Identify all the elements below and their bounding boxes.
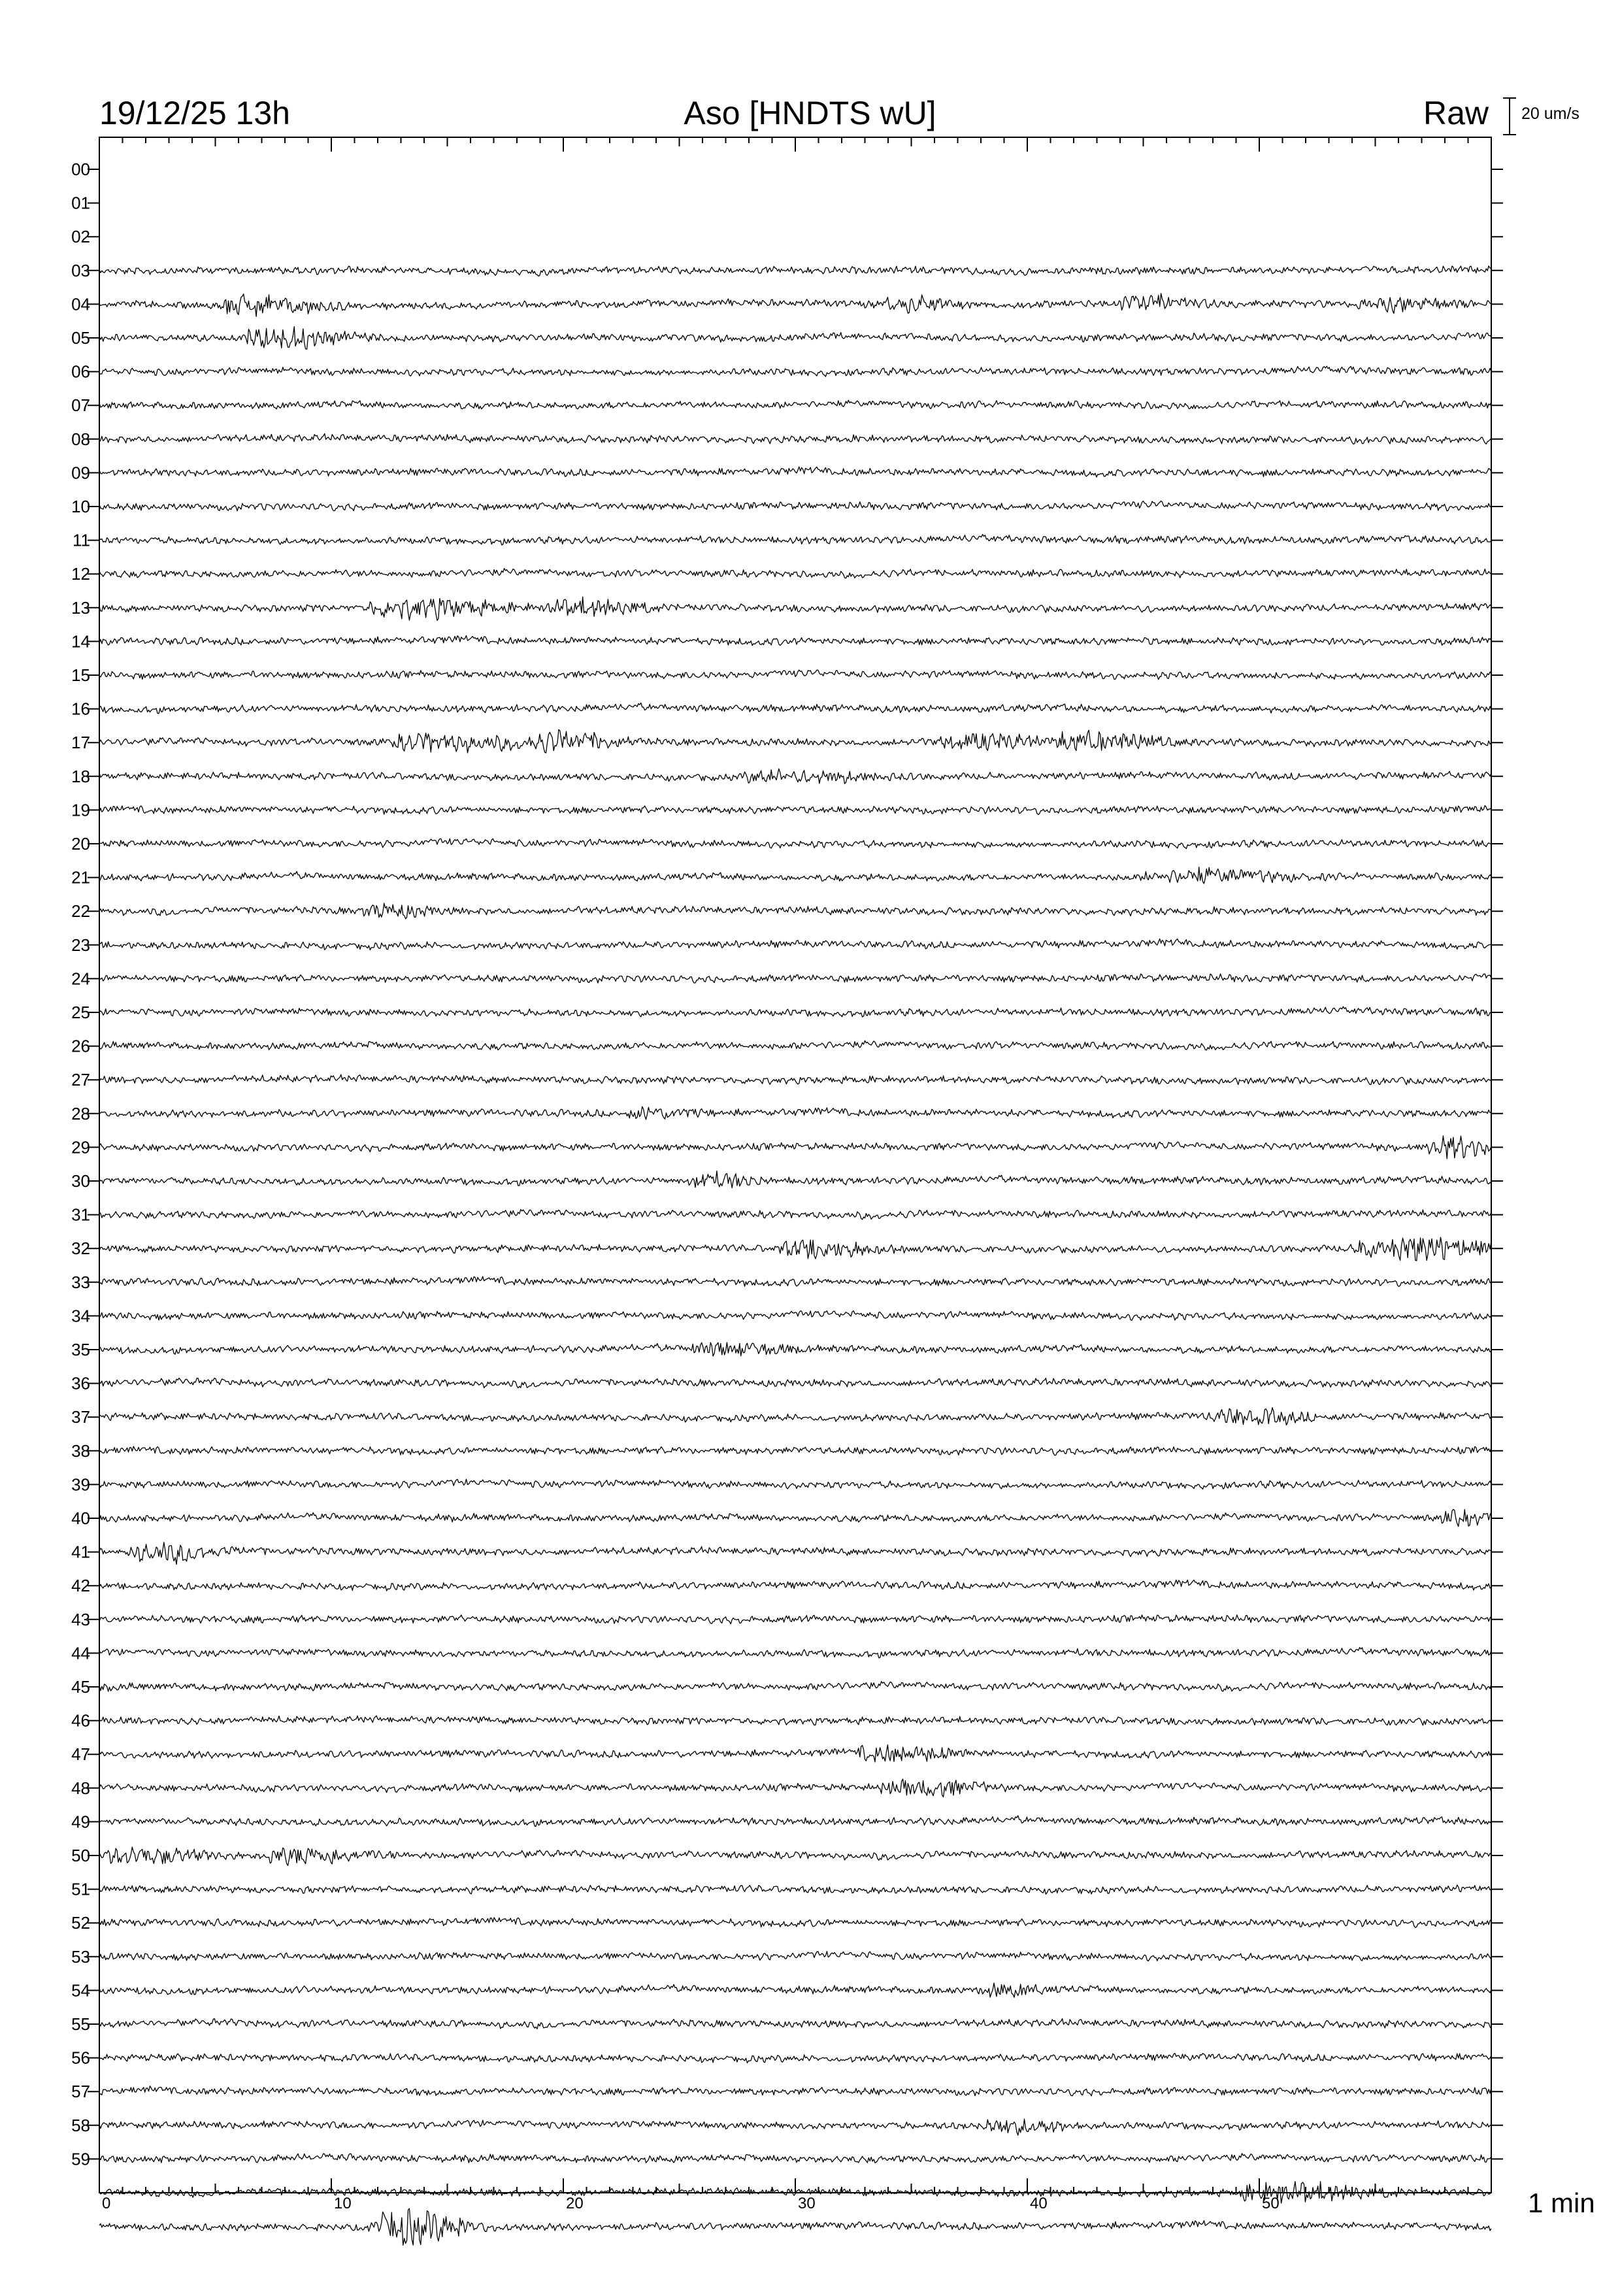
row-label: 32 bbox=[71, 1239, 90, 1259]
row-label: 47 bbox=[71, 1744, 90, 1765]
row-label: 42 bbox=[71, 1576, 90, 1596]
row-label: 20 bbox=[71, 834, 90, 854]
row-label: 14 bbox=[71, 631, 90, 652]
trace-row-08 bbox=[99, 433, 1491, 444]
row-label: 25 bbox=[71, 1003, 90, 1022]
row-label: 50 bbox=[71, 1846, 90, 1865]
trace-row-47 bbox=[99, 1745, 1491, 1762]
trace-row-05 bbox=[99, 327, 1491, 350]
trace-row-09 bbox=[99, 467, 1491, 477]
trace-row-16 bbox=[99, 703, 1491, 714]
row-label: 59 bbox=[71, 2149, 90, 2169]
row-label: 21 bbox=[71, 867, 90, 888]
trace-row-04 bbox=[99, 293, 1491, 317]
row-label: 52 bbox=[71, 1913, 90, 1933]
trace-row-28 bbox=[99, 1106, 1491, 1120]
trace-row-11 bbox=[99, 535, 1491, 545]
row-label: 00 bbox=[71, 159, 90, 179]
trace-row-34 bbox=[99, 1311, 1491, 1321]
row-label: 53 bbox=[71, 1946, 90, 1967]
row-label: 06 bbox=[71, 361, 90, 382]
trace-row-32 bbox=[99, 1237, 1491, 1261]
trace-row-18 bbox=[99, 769, 1491, 784]
row-label: 31 bbox=[71, 1205, 90, 1225]
trace-row-42 bbox=[99, 1580, 1491, 1591]
trace-row-06 bbox=[99, 366, 1491, 376]
trace-row-51 bbox=[99, 1885, 1491, 1894]
trace-row-46 bbox=[99, 1716, 1491, 1725]
trace-row-26 bbox=[99, 1040, 1491, 1050]
amplitude-scale-label: 20 um/s bbox=[1521, 105, 1579, 123]
trace-row-59 bbox=[99, 2154, 1491, 2163]
row-label: 28 bbox=[71, 1103, 90, 1123]
date-hour-label: 19/12/25 13h bbox=[99, 95, 290, 131]
row-label: 29 bbox=[71, 1137, 90, 1157]
row-label: 26 bbox=[71, 1036, 90, 1056]
trace-row-24 bbox=[99, 974, 1491, 983]
row-label: 49 bbox=[71, 1812, 90, 1832]
trace-row-19 bbox=[99, 806, 1491, 815]
trace-row-45 bbox=[99, 1682, 1491, 1691]
trace-row-21 bbox=[99, 867, 1491, 884]
row-label: 15 bbox=[71, 665, 90, 685]
trace-row-56 bbox=[99, 2054, 1491, 2063]
trace-row-38 bbox=[99, 1446, 1491, 1456]
row-label: 58 bbox=[71, 2115, 90, 2135]
trace-row-39 bbox=[99, 1479, 1491, 1489]
row-label: 34 bbox=[71, 1306, 90, 1326]
row-label: 36 bbox=[71, 1373, 90, 1393]
row-label: 22 bbox=[71, 901, 90, 922]
row-label: 45 bbox=[71, 1677, 90, 1697]
x-tick-label: 30 bbox=[798, 2195, 816, 2212]
station-title: Aso [HNDTS wU] bbox=[684, 95, 936, 131]
trace-row-10 bbox=[99, 501, 1491, 511]
row-label: 51 bbox=[71, 1879, 90, 1899]
row-label: 03 bbox=[71, 260, 90, 280]
trace-row-57 bbox=[99, 2086, 1491, 2096]
row-label: 55 bbox=[71, 2014, 90, 2034]
row-label: 37 bbox=[71, 1407, 90, 1427]
trace-row-15 bbox=[99, 670, 1491, 680]
row-label: 38 bbox=[71, 1440, 90, 1461]
row-label: 24 bbox=[71, 969, 90, 989]
row-label: 57 bbox=[71, 2082, 90, 2102]
x-tick-label: 40 bbox=[1030, 2195, 1048, 2212]
row-label: 18 bbox=[71, 766, 90, 786]
trace-row-14 bbox=[99, 635, 1491, 645]
trace-row-52 bbox=[99, 1918, 1491, 1927]
row-label: 02 bbox=[71, 227, 90, 247]
row-label: 05 bbox=[71, 328, 90, 348]
trace-row-12 bbox=[99, 569, 1491, 578]
trace-row-27 bbox=[99, 1074, 1491, 1085]
trace-row-20 bbox=[99, 839, 1491, 848]
row-label: 16 bbox=[71, 699, 90, 719]
trace-row-48 bbox=[99, 1779, 1491, 1797]
mode-label: Raw bbox=[1423, 95, 1489, 131]
row-label: 33 bbox=[71, 1272, 90, 1292]
trace-row-13 bbox=[99, 597, 1491, 620]
trace-row-41 bbox=[99, 1542, 1491, 1565]
trace-row-23 bbox=[99, 939, 1491, 950]
row-label: 10 bbox=[71, 497, 90, 516]
row-label: 46 bbox=[71, 1710, 90, 1731]
row-label: 27 bbox=[71, 1070, 90, 1090]
trace-row-31 bbox=[99, 1210, 1491, 1220]
row-label: 39 bbox=[71, 1474, 90, 1495]
row-label: 12 bbox=[71, 564, 90, 584]
trace-row-03 bbox=[99, 266, 1491, 276]
row-label: 48 bbox=[71, 1778, 90, 1798]
trace-row-61 bbox=[99, 2208, 1491, 2245]
trace-row-40 bbox=[99, 1509, 1491, 1526]
trace-row-29 bbox=[99, 1136, 1491, 1159]
duration-label: 1 min bbox=[1528, 2188, 1595, 2218]
row-label: 44 bbox=[71, 1643, 90, 1663]
trace-row-53 bbox=[99, 1952, 1491, 1961]
row-label: 19 bbox=[71, 800, 90, 820]
trace-row-30 bbox=[99, 1171, 1491, 1188]
row-label: 08 bbox=[71, 429, 90, 449]
trace-row-44 bbox=[99, 1648, 1491, 1658]
trace-row-07 bbox=[99, 400, 1491, 408]
trace-row-37 bbox=[99, 1408, 1491, 1425]
x-tick-label: 20 bbox=[566, 2195, 584, 2212]
trace-row-50 bbox=[99, 1847, 1491, 1865]
row-label: 56 bbox=[71, 2048, 90, 2068]
row-label: 41 bbox=[71, 1542, 90, 1562]
row-label: 09 bbox=[71, 463, 90, 483]
x-tick-label: 0 bbox=[102, 2195, 111, 2212]
trace-row-25 bbox=[99, 1007, 1491, 1017]
row-label: 35 bbox=[71, 1340, 90, 1359]
trace-row-43 bbox=[99, 1615, 1491, 1624]
trace-row-35 bbox=[99, 1342, 1491, 1356]
row-label: 43 bbox=[71, 1609, 90, 1629]
row-label: 23 bbox=[71, 935, 90, 955]
trace-row-22 bbox=[99, 903, 1491, 919]
row-label: 01 bbox=[71, 193, 90, 213]
trace-row-54 bbox=[99, 1983, 1491, 1997]
row-label: 04 bbox=[71, 294, 90, 314]
x-tick-label: 10 bbox=[334, 2195, 352, 2212]
trace-row-36 bbox=[99, 1378, 1491, 1388]
row-label: 13 bbox=[71, 597, 90, 618]
trace-row-17 bbox=[99, 729, 1491, 753]
row-label: 07 bbox=[71, 395, 90, 416]
row-label: 17 bbox=[71, 733, 90, 753]
row-label: 30 bbox=[71, 1171, 90, 1191]
trace-row-33 bbox=[99, 1276, 1491, 1286]
row-label: 54 bbox=[71, 1980, 90, 2001]
x-tick-label: 50 bbox=[1262, 2195, 1280, 2212]
trace-row-58 bbox=[99, 2119, 1491, 2135]
plot-frame bbox=[99, 137, 1491, 2193]
row-label: 11 bbox=[73, 530, 90, 550]
trace-row-55 bbox=[99, 2019, 1491, 2029]
trace-row-49 bbox=[99, 1816, 1491, 1827]
row-label: 40 bbox=[71, 1508, 90, 1528]
